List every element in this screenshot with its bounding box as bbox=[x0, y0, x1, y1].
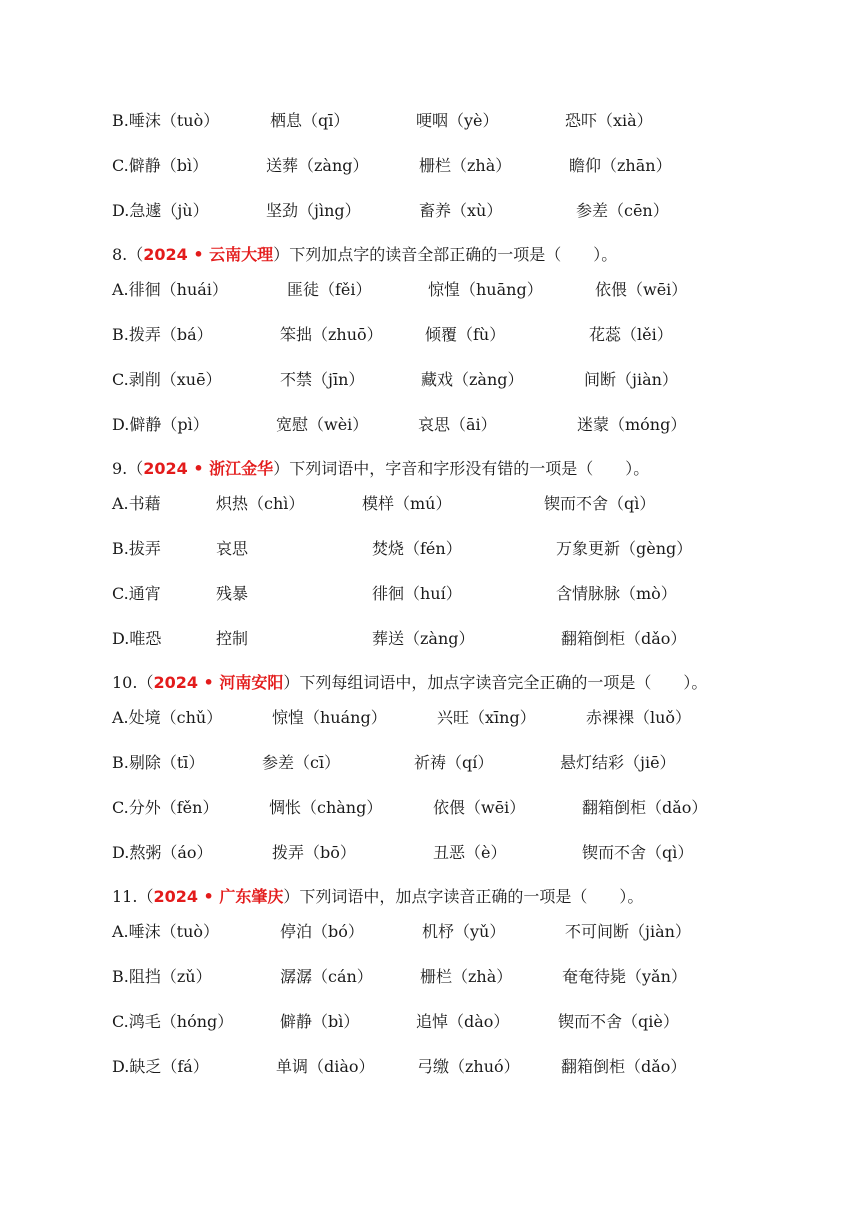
option-cell: 花蕊（lěi） bbox=[589, 325, 673, 344]
option-cell: D.熬粥（áo） bbox=[112, 843, 213, 862]
option-cell: 翻箱倒柜（dǎo） bbox=[582, 798, 708, 817]
q10-option-c bbox=[0, 793, 860, 823]
question-number: 9.（ bbox=[112, 459, 144, 478]
q7-option-c bbox=[0, 151, 860, 181]
option-cell: D.急遽（jù） bbox=[112, 201, 209, 220]
option-cell: 锲而不舍（qì） bbox=[582, 843, 694, 862]
option-cell: 悬灯结彩（jiē） bbox=[560, 753, 676, 772]
option-cell: B.剔除（tī） bbox=[112, 753, 205, 772]
option-cell: 模样（mú） bbox=[362, 494, 452, 513]
option-cell: 翻箱倒柜（dǎo） bbox=[561, 629, 687, 648]
q8-option-c bbox=[0, 365, 860, 395]
option-cell: 潺潺（cán） bbox=[280, 967, 373, 986]
question-source: 2024 • 浙江金华 bbox=[143, 459, 274, 478]
q11-option-d bbox=[0, 1052, 860, 1082]
q11-option-b bbox=[0, 962, 860, 992]
question-number: 10.（ bbox=[112, 673, 154, 692]
option-cell: 倾覆（fù） bbox=[425, 325, 506, 344]
option-cell: 栖息（qī） bbox=[270, 111, 350, 130]
option-cell: 畜养（xù） bbox=[419, 201, 503, 220]
q10-option-d bbox=[0, 838, 860, 868]
option-cell: B.唾沫（tuò） bbox=[112, 111, 220, 130]
option-cell: 迷蒙（móng） bbox=[577, 415, 687, 434]
option-cell: 送葬（zàng） bbox=[266, 156, 369, 175]
option-cell: 匪徒（fěi） bbox=[287, 280, 372, 299]
option-cell: 坚劲（jìng） bbox=[266, 201, 361, 220]
option-cell: 单调（diào） bbox=[276, 1057, 375, 1076]
option-cell: 控制 bbox=[216, 629, 249, 648]
option-cell: B.拔弄 bbox=[112, 539, 161, 558]
q9-stem bbox=[112, 454, 649, 484]
option-cell: 惊惶（huāng） bbox=[428, 280, 543, 299]
option-cell: B.阻挡（zǔ） bbox=[112, 967, 212, 986]
q8-stem bbox=[112, 240, 617, 270]
option-cell: 惆怅（chàng） bbox=[269, 798, 383, 817]
option-cell: 拨弄（bō） bbox=[272, 843, 356, 862]
question-source: 2024 • 河南安阳 bbox=[153, 673, 284, 692]
q11-stem bbox=[112, 882, 643, 912]
q9-option-c bbox=[0, 579, 860, 609]
option-cell: 笨拙（zhuō） bbox=[280, 325, 383, 344]
option-cell: 翻箱倒柜（dǎo） bbox=[561, 1057, 687, 1076]
option-cell: 栅栏（zhà） bbox=[420, 967, 513, 986]
option-cell: A.书藉 bbox=[112, 494, 161, 513]
option-cell: 瞻仰（zhān） bbox=[569, 156, 672, 175]
option-cell: 徘徊（huí） bbox=[372, 584, 462, 603]
q11-option-c bbox=[0, 1007, 860, 1037]
option-cell: 焚烧（fén） bbox=[372, 539, 462, 558]
question-text: ）下列词语中，字音和字形没有错的一项是（ ）。 bbox=[273, 459, 650, 478]
question-number: 8.（ bbox=[112, 245, 144, 264]
q10-option-b bbox=[0, 748, 860, 778]
option-cell: C.通宵 bbox=[112, 584, 161, 603]
option-cell: 藏戏（zàng） bbox=[421, 370, 524, 389]
question-text: ）下列加点字的读音全部正确的一项是（ ）。 bbox=[273, 245, 618, 264]
option-cell: 葬送（zàng） bbox=[372, 629, 475, 648]
option-cell: 万象更新（gèng） bbox=[556, 539, 693, 558]
option-cell: 间断（jiàn） bbox=[584, 370, 678, 389]
option-cell: 炽热（chì） bbox=[216, 494, 305, 513]
question-source: 2024 • 广东肇庆 bbox=[153, 887, 284, 906]
q9-option-d bbox=[0, 624, 860, 654]
option-cell: 弓缴（zhuó） bbox=[417, 1057, 520, 1076]
q7-option-d bbox=[0, 196, 860, 226]
question-text: ）下列每组词语中，加点字读音完全正确的一项是（ ）。 bbox=[283, 673, 708, 692]
option-cell: 依偎（wēi） bbox=[433, 798, 526, 817]
option-cell: A.唾沫（tuò） bbox=[112, 922, 220, 941]
option-cell: 不禁（jīn） bbox=[280, 370, 365, 389]
option-cell: 僻静（bì） bbox=[280, 1012, 360, 1031]
option-cell: 惊惶（huáng） bbox=[272, 708, 387, 727]
q10-option-a bbox=[0, 703, 860, 733]
q11-option-a bbox=[0, 917, 860, 947]
option-cell: 赤裸裸（luǒ） bbox=[586, 708, 692, 727]
option-cell: 宽慰（wèi） bbox=[276, 415, 369, 434]
option-cell: 追悼（dào） bbox=[416, 1012, 510, 1031]
option-cell: D.唯恐 bbox=[112, 629, 162, 648]
option-cell: C.僻静（bì） bbox=[112, 156, 209, 175]
q8-option-d bbox=[0, 410, 860, 440]
option-cell: C.剥削（xuē） bbox=[112, 370, 222, 389]
option-cell: 哽咽（yè） bbox=[416, 111, 499, 130]
question-text: ）下列词语中，加点字读音正确的一项是（ ）。 bbox=[283, 887, 644, 906]
q8-option-a bbox=[0, 275, 860, 305]
option-cell: A.处境（chǔ） bbox=[112, 708, 223, 727]
option-cell: 哀思（āi） bbox=[418, 415, 497, 434]
option-cell: 停泊（bó） bbox=[280, 922, 364, 941]
option-cell: 锲而不舍（qiè） bbox=[558, 1012, 679, 1031]
option-cell: 残暴 bbox=[216, 584, 249, 603]
option-cell: 栅栏（zhà） bbox=[419, 156, 512, 175]
option-cell: 丑恶（è） bbox=[433, 843, 507, 862]
q10-stem bbox=[112, 668, 707, 698]
option-cell: 恐吓（xià） bbox=[565, 111, 653, 130]
option-cell: 祈祷（qí） bbox=[414, 753, 494, 772]
option-cell: D.僻静（pì） bbox=[112, 415, 209, 434]
option-cell: 不可间断（jiàn） bbox=[565, 922, 691, 941]
q7-option-b bbox=[0, 106, 860, 136]
option-cell: B.拨弄（bá） bbox=[112, 325, 213, 344]
option-cell: 依偎（wēi） bbox=[595, 280, 688, 299]
option-cell: 参差（cī） bbox=[262, 753, 341, 772]
option-cell: 机杼（yǔ） bbox=[422, 922, 506, 941]
option-cell: A.徘徊（huái） bbox=[112, 280, 228, 299]
q9-option-b bbox=[0, 534, 860, 564]
q8-option-b bbox=[0, 320, 860, 350]
option-cell: 兴旺（xīng） bbox=[437, 708, 536, 727]
option-cell: 奄奄待毙（yǎn） bbox=[562, 967, 687, 986]
option-cell: 含情脉脉（mò） bbox=[556, 584, 677, 603]
option-cell: C.鸿毛（hóng） bbox=[112, 1012, 234, 1031]
question-number: 11.（ bbox=[112, 887, 154, 906]
option-cell: D.缺乏（fá） bbox=[112, 1057, 209, 1076]
option-cell: 锲而不舍（qì） bbox=[544, 494, 656, 513]
option-cell: 哀思 bbox=[216, 539, 249, 558]
question-source: 2024 • 云南大理 bbox=[143, 245, 274, 264]
option-cell: C.分外（fěn） bbox=[112, 798, 219, 817]
option-cell: 参差（cēn） bbox=[576, 201, 669, 220]
q9-option-a bbox=[0, 489, 860, 519]
